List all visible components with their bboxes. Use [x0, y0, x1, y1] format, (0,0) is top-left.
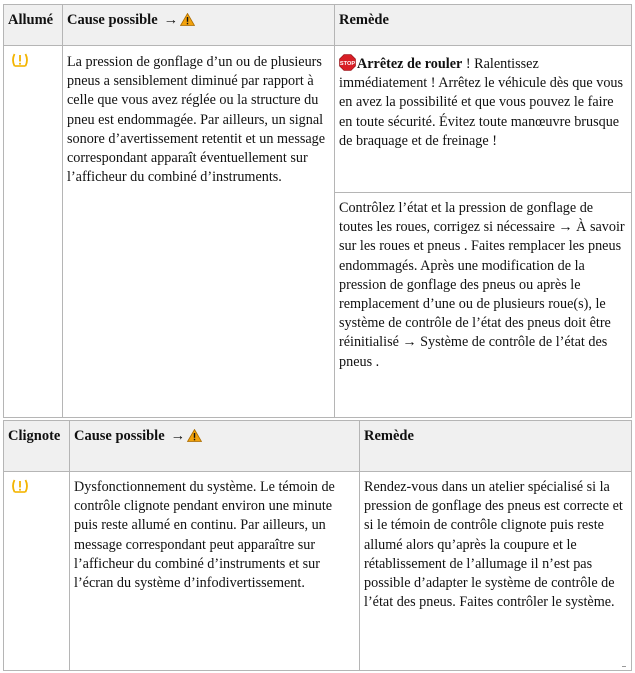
cause-text: La pression de gonflage d’un ou de plusieurs pneus a sensiblement diminué par rapport à celle que vous avez réglée ou la structure du pneu est endommagée. Par ailleurs, un signal sonore d’avertissement retentit et un message correspondant apparaît éventuellement sur l’afficheur du combiné d’instruments. — [67, 54, 326, 186]
header-remede: Remède — [339, 12, 389, 28]
header-cause: Cause possible → — [63, 5, 334, 45]
table-allume — [3, 4, 632, 418]
remedy-text: Rendez-vous dans un atelier spécialisé si la pression de gonflage des pneus est correcte et si le témoin de contrôle clignote puis reste allumé alors qu’après la coupure et le rétablissement de l’allumage il n’est pas possible d’adapter le système de contrôle de l’état des pneus. Faites contrôler le système. — [364, 479, 623, 611]
header-remede: Remède — [364, 428, 414, 444]
remedy-check-text: Contrôlez l’état et la pression de gonflage de toutes les roues, corrigez si nécessaire → À savoir sur les roues et pneus . Faites remplacer les pneus endommagés. Après une modification de la pression de gonflage des pneus ou après le remplacement d’une ou de plusieurs roue(s), le système de contrôle de l’état des pneus doit être réinitialisé → Système de contrôle de l’état des pneus . — [339, 200, 625, 370]
table-row — [4, 46, 632, 193]
warning-icon — [180, 13, 195, 26]
table-clignote — [3, 420, 632, 671]
page-corner-mark — [622, 666, 626, 667]
stop-sign-icon — [339, 54, 356, 71]
table-row — [4, 472, 632, 671]
remedy-stop-text: STOP Arrêtez de rouler ! Ralentissez immédiatement ! Arrêtez le véhicule dès que vous en avez la possibilité et que vous pouvez le faire en toute sécurité. Évitez toute manœuvre brusque de braquage et de freinage ! — [339, 56, 624, 149]
table-header-row — [4, 421, 632, 472]
header-clignote: Clignote — [8, 428, 61, 444]
svg-text:STOP: STOP — [339, 60, 356, 67]
tire-pressure-warning-icon — [10, 478, 30, 494]
cause-text: Dysfonctionnement du système. Le témoin de contrôle clignote pendant environ une minute puis reste allumé en continu. Par ailleurs, un message correspondant peut apparaître sur l’afficheur du combiné d’instruments et sur l’écran du système d’infodivertissement. — [74, 479, 335, 592]
table-header-row — [4, 5, 632, 46]
warning-icon — [187, 429, 202, 442]
tire-pressure-warning-icon — [10, 52, 30, 68]
header-allume: Allumé — [8, 12, 54, 28]
header-cause: Cause possible → — [70, 421, 359, 471]
